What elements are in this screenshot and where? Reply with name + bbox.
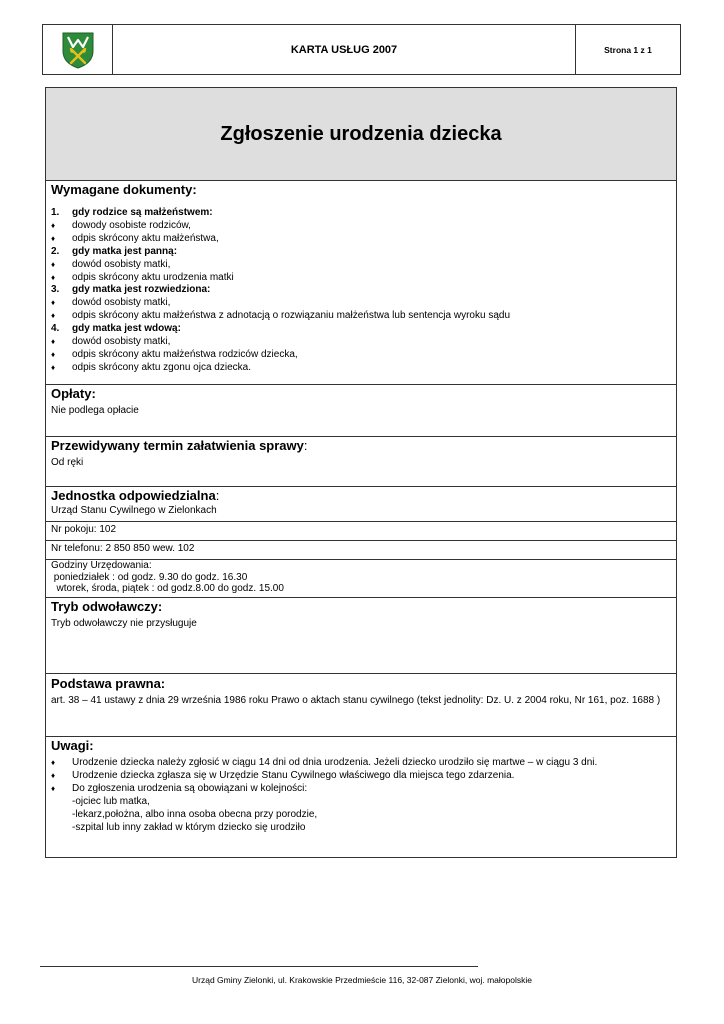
section-fees xyxy=(46,385,676,437)
list-item: ♦ dowody osobiste rodziców, xyxy=(51,219,191,231)
list-item: ♦ Do zgłoszenia urodzenia są obowiązani w kolejności: -ojciec lub matka, -lekarz,położna, albo inna osoba obecna przy porodzie, -szpital lub inny zakład w którym dziecko się urodziło xyxy=(51,783,671,835)
service-card xyxy=(45,87,677,858)
list-item: ♦ odpis skrócony aktu małżeństwa z adnotacją o rozwiązaniu małżeństwa lub sentencja wyroku sądu xyxy=(51,310,511,322)
section-heading: Tryb odwoławczy: xyxy=(51,599,163,614)
list-item: 1. gdy rodzice są małżeństwem: xyxy=(51,207,213,218)
unit-office: Urząd Stanu Cywilnego w Zielonkach xyxy=(51,505,217,516)
hours-line: wtorek, środa, piątek : od godz.8.00 do godz. 15.00 xyxy=(51,583,284,594)
list-item: 2. gdy matka jest panną: xyxy=(51,245,178,257)
appeal-text: Tryb odwoławczy nie przysługuje xyxy=(51,618,197,629)
list-item: ♦ odpis skrócony aktu zgonu ojca dziecka. xyxy=(51,361,251,373)
page-header xyxy=(42,24,681,75)
section-heading: Podstawa prawna: xyxy=(51,676,166,691)
notes-list xyxy=(51,757,671,834)
section-heading: Przewidywany termin załatwienia sprawy: xyxy=(51,438,308,453)
sub-item: -ojciec lub matka, xyxy=(72,795,150,807)
list-item: ♦ odpis skrócony aktu małżeństwa rodziców dziecka, xyxy=(51,348,298,360)
legal-text: art. 38 – 41 ustawy z dnia 29 września 1986 roku Prawo o aktach stanu cywilnego (tekst jednolity: Dz. U. z 2004 roku, Nr 161, poz. 1688 ) xyxy=(51,695,661,706)
footer-address: Urząd Gminy Zielonki, ul. Krakowskie Przedmieście 116, 32-087 Zielonki, woj. małopolskie xyxy=(192,975,532,985)
list-item: ♦ dowód osobisty matki, xyxy=(51,336,171,348)
list-item: ♦ dowód osobisty matki, xyxy=(51,258,171,270)
section-heading: Uwagi: xyxy=(51,738,94,753)
list-item: ♦ Urodzenie dziecka zgłasza się w Urzędzie Stanu Cywilnego właściwego dla miejsca tego zdarzenia. xyxy=(51,769,515,781)
section-unit xyxy=(46,487,676,598)
coat-of-arms-icon xyxy=(61,31,95,69)
logo-cell xyxy=(43,25,113,74)
sub-item: -lekarz,położna, albo inna osoba obecna przy porodzie, xyxy=(72,808,318,820)
section-heading: Opłaty: xyxy=(51,386,96,401)
footer-divider xyxy=(40,966,478,967)
sub-item: -szpital lub inny zakład w którym dziecko się urodziło xyxy=(72,821,306,833)
section-deadline xyxy=(46,437,676,487)
list-item: 4. gdy matka jest wdową: xyxy=(51,323,181,335)
fees-text: Nie podlega opłacie xyxy=(51,405,139,416)
hours-line: poniedziałek : od godz. 9.30 do godz. 16.30 xyxy=(51,571,248,583)
document-title: Zgłoszenie urodzenia dziecka xyxy=(46,88,676,181)
unit-hours xyxy=(46,560,676,597)
list-item: 3. gdy matka jest rozwiedziona: xyxy=(51,284,211,296)
page-number: Strona 1 z 1 xyxy=(575,25,680,74)
deadline-text: Od ręki xyxy=(51,457,84,468)
section-heading: Wymagane dokumenty: xyxy=(51,182,197,197)
section-appeal xyxy=(46,598,676,674)
unit-room: Nr pokoju: 102 xyxy=(46,522,676,541)
unit-phone: Nr telefonu: 2 850 850 wew. 102 xyxy=(46,541,676,560)
section-required-documents xyxy=(46,181,676,385)
list-item: ♦ Urodzenie dziecka należy zgłosić w ciągu 14 dni od dnia urodzenia. Jeżeli dziecko urodziło się martwe – w ciągu 3 dni. xyxy=(51,757,598,768)
list-item: ♦ dowód osobisty matki, xyxy=(51,297,171,309)
section-notes xyxy=(46,737,676,834)
list-item: ♦ odpis skrócony aktu małżeństwa, xyxy=(51,232,219,244)
header-title: KARTA USŁUG 2007 xyxy=(290,43,398,56)
section-heading: Jednostka odpowiedzialna: xyxy=(51,488,220,503)
required-documents-list xyxy=(51,207,671,375)
section-legal-basis xyxy=(46,674,676,737)
hours-label: Godziny Urzędowania: xyxy=(51,560,152,571)
list-item: ♦ odpis skrócony aktu urodzenia matki xyxy=(51,271,234,283)
unit-header xyxy=(46,487,676,522)
